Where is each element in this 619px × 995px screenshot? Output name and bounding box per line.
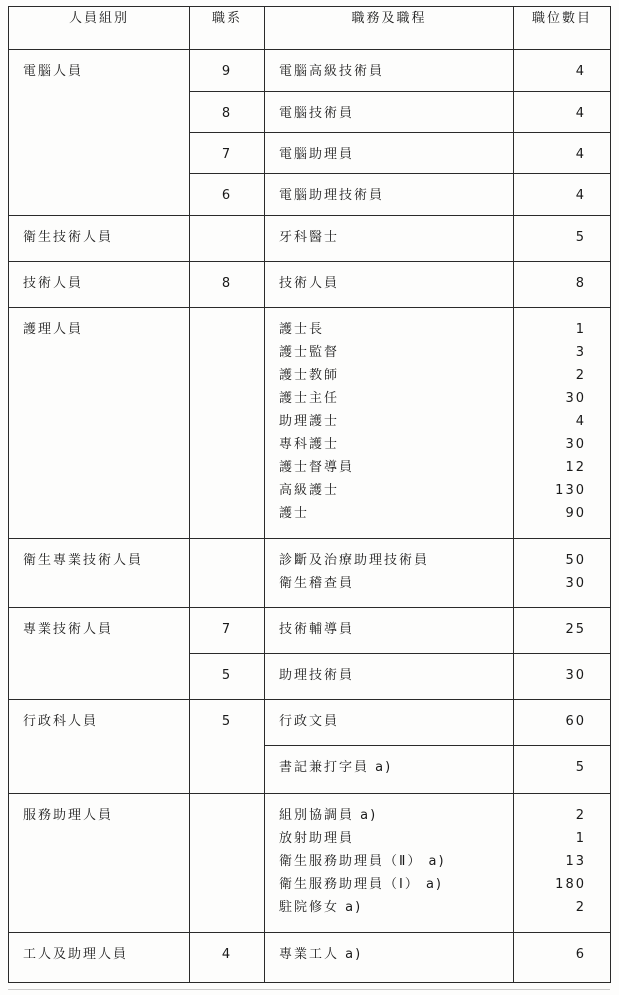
- row-group: 服務助理人員: [23, 808, 114, 823]
- row-count: 25: [565, 622, 586, 637]
- row-post: 書記兼打字員 a): [279, 760, 393, 775]
- row-post: 診斷及治療助理技術員: [279, 553, 430, 568]
- table-row: [9, 216, 611, 262]
- row-post: 護士主任: [279, 391, 340, 406]
- staffing-table: [8, 6, 611, 983]
- table-row: [9, 933, 611, 983]
- header-count: 職位數目: [514, 7, 611, 50]
- row-group: 衛生技術人員: [23, 230, 114, 245]
- row-count: 1: [575, 831, 586, 846]
- table-row: [9, 794, 611, 933]
- table-row: [9, 700, 611, 746]
- row-post: 助理技術員: [279, 668, 355, 683]
- header-group: 人員組別: [9, 7, 190, 50]
- row-post: 衛生服務助理員（Ⅱ） a): [279, 854, 446, 869]
- row-post: 衛生服務助理員（Ⅰ） a): [279, 877, 444, 892]
- table-row: [9, 262, 611, 308]
- row-count: 13: [565, 854, 586, 869]
- row-post: 技術人員: [279, 276, 340, 291]
- table-header-row: [9, 7, 611, 50]
- row-count: 30: [565, 576, 586, 591]
- row-count: 12: [565, 460, 586, 475]
- table-row: [9, 308, 611, 539]
- header-grade: 職系: [190, 7, 265, 50]
- row-group: [9, 746, 189, 779]
- row-post: 護士教師: [279, 368, 340, 383]
- scan-edge-line: [8, 989, 610, 990]
- row-count: 5: [575, 230, 586, 245]
- table-row: [9, 654, 611, 700]
- table-row: [9, 608, 611, 654]
- header-post: 職務及職程: [265, 7, 514, 50]
- table-row: [9, 92, 611, 133]
- row-count: 2: [575, 368, 586, 383]
- row-post: 助理護士: [279, 414, 340, 429]
- row-count: 50: [565, 553, 586, 568]
- row-count: 4: [575, 188, 586, 203]
- row-group: 工人及助理人員: [23, 947, 129, 962]
- row-post: 放射助理員: [279, 831, 355, 846]
- row-grade: 9: [221, 64, 233, 79]
- row-grade: 4: [221, 947, 233, 962]
- row-count: 30: [565, 437, 586, 452]
- row-grade: [190, 746, 264, 779]
- row-count: 1: [575, 322, 586, 337]
- row-count: 4: [575, 64, 586, 79]
- row-group: [9, 92, 189, 125]
- row-grade: [190, 308, 264, 341]
- row-count: 3: [575, 345, 586, 360]
- row-count: 90: [565, 506, 586, 521]
- row-post: 牙科醫士: [279, 230, 340, 245]
- row-post: 電腦高級技術員: [279, 64, 385, 79]
- row-count: 6: [575, 947, 586, 962]
- row-post: 高級護士: [279, 483, 340, 498]
- table-row: [9, 174, 611, 216]
- row-count: 8: [575, 276, 586, 291]
- row-post: 護士監督: [279, 345, 340, 360]
- row-post: 專科護士: [279, 437, 340, 452]
- row-grade: [190, 794, 264, 827]
- row-post: 電腦助理技術員: [279, 188, 385, 203]
- row-post: 駐院修女 a): [279, 900, 363, 915]
- row-post: 組別協調員 a): [279, 808, 378, 823]
- row-post: 技術輔導員: [279, 622, 355, 637]
- row-group: 衛生專業技術人員: [23, 553, 144, 568]
- table-row: [9, 539, 611, 608]
- row-count: 30: [565, 668, 586, 683]
- row-post: 護士: [279, 506, 310, 521]
- row-grade: [190, 216, 264, 249]
- row-post: 專業工人 a): [279, 947, 363, 962]
- table-row: [9, 50, 611, 92]
- row-group: [9, 133, 189, 166]
- table-row: [9, 746, 611, 794]
- row-count: 130: [555, 483, 586, 498]
- row-group: 行政科人員: [23, 714, 99, 729]
- row-grade: 7: [221, 622, 233, 637]
- row-post: 行政文員: [279, 714, 340, 729]
- row-grade: 5: [221, 714, 233, 729]
- row-post: 護士長: [279, 322, 325, 337]
- row-grade: 5: [221, 668, 233, 683]
- row-count: 2: [575, 900, 586, 915]
- row-group: 專業技術人員: [23, 622, 114, 637]
- row-count: 30: [565, 391, 586, 406]
- row-group: 技術人員: [23, 276, 84, 291]
- row-count: 4: [575, 414, 586, 429]
- row-count: 2: [575, 808, 586, 823]
- row-post: 電腦助理員: [279, 147, 355, 162]
- row-count: 60: [565, 714, 586, 729]
- row-group: [9, 174, 189, 207]
- row-post: 電腦技術員: [279, 106, 355, 121]
- row-grade: 6: [221, 188, 233, 203]
- row-group: 電腦人員: [23, 64, 84, 79]
- row-post: 衛生稽查員: [279, 576, 355, 591]
- row-count: 4: [575, 147, 586, 162]
- row-grade: 8: [221, 106, 233, 121]
- row-count: 5: [575, 760, 586, 775]
- table-row: [9, 133, 611, 174]
- row-grade: 7: [221, 147, 233, 162]
- row-count: 180: [555, 877, 586, 892]
- row-group: 護理人員: [23, 322, 84, 337]
- row-group: [9, 654, 189, 687]
- row-grade: [190, 539, 264, 572]
- row-post: 護士督導員: [279, 460, 355, 475]
- row-grade: 8: [221, 276, 233, 291]
- row-count: 4: [575, 106, 586, 121]
